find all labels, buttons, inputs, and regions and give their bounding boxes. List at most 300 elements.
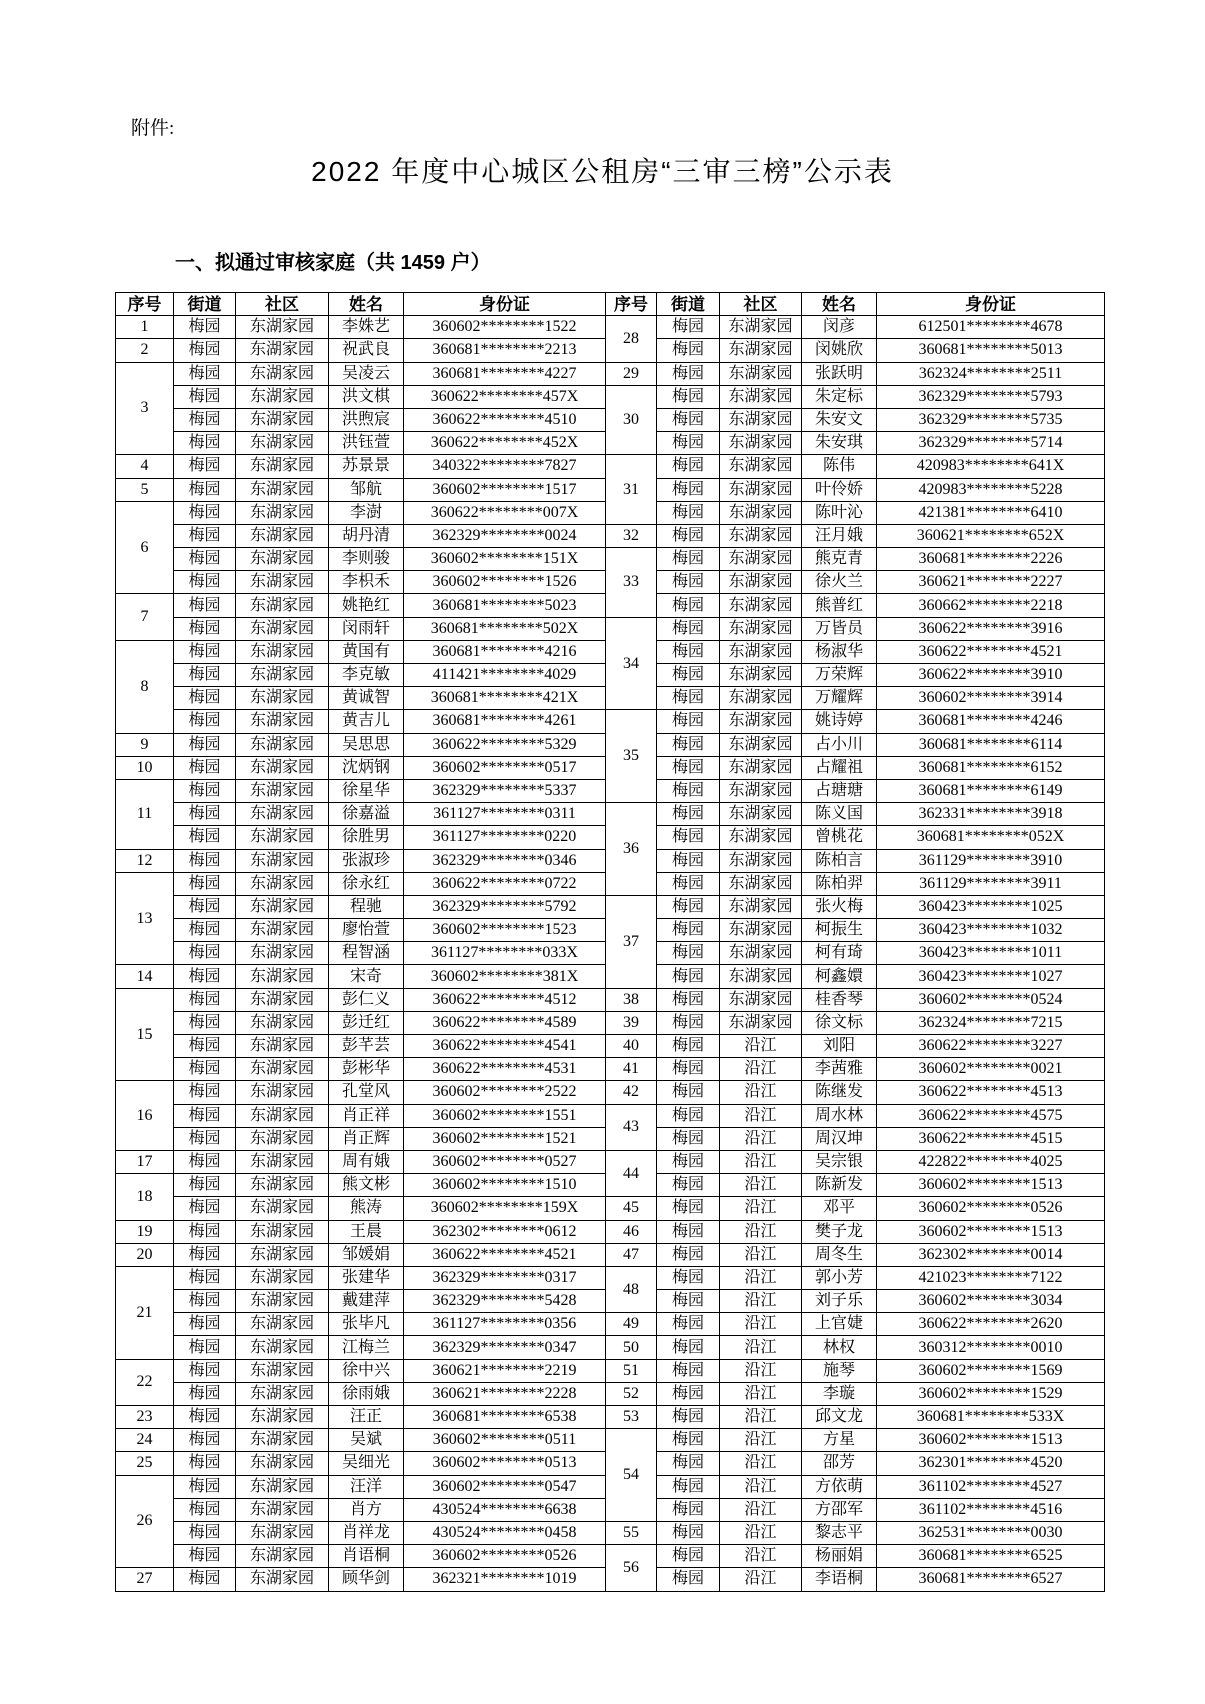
header-row	[116, 293, 1105, 316]
household-number-cell: 37	[606, 895, 657, 988]
street-cell: 梅园	[174, 1568, 236, 1591]
resident-name-cell: 江梅兰	[329, 1336, 404, 1359]
household-number-cell: 47	[606, 1243, 657, 1266]
street-cell: 梅园	[657, 617, 720, 640]
id-number-cell: 360602********0021	[877, 1058, 1105, 1081]
id-number-cell: 360602********0526	[404, 1545, 606, 1568]
street-cell: 梅园	[657, 501, 720, 524]
community-cell: 东湖家园	[236, 478, 329, 501]
id-number-cell: 360621********2227	[877, 571, 1105, 594]
resident-name-cell: 徐星华	[329, 779, 404, 802]
resident-name-cell: 洪煦宸	[329, 408, 404, 431]
street-cell: 梅园	[174, 1104, 236, 1127]
street-cell: 梅园	[657, 872, 720, 895]
id-number-cell: 361127********0220	[404, 826, 606, 849]
resident-name-cell: 徐永红	[329, 872, 404, 895]
resident-name-cell: 肖祥龙	[329, 1521, 404, 1544]
table-row	[116, 1104, 1105, 1127]
street-cell: 梅园	[657, 1220, 720, 1243]
id-number-cell: 360681********5013	[877, 339, 1105, 362]
community-cell: 东湖家园	[236, 710, 329, 733]
community-cell: 东湖家园	[236, 1313, 329, 1336]
community-cell: 沿江	[720, 1035, 802, 1058]
id-number-cell: 362329********0024	[404, 524, 606, 547]
household-number-cell: 28	[606, 316, 657, 362]
id-number-cell: 360602********0517	[404, 756, 606, 779]
street-cell: 梅园	[657, 965, 720, 988]
community-cell: 东湖家园	[720, 849, 802, 872]
column-header-street: 街道	[657, 293, 720, 316]
resident-name-cell: 邹媛娟	[329, 1243, 404, 1266]
id-number-cell: 360602********0547	[404, 1475, 606, 1498]
id-number-cell: 360622********4510	[404, 408, 606, 431]
id-number-cell: 362321********1019	[404, 1568, 606, 1591]
id-number-cell: 360602********0524	[877, 988, 1105, 1011]
table-row	[116, 1521, 1105, 1544]
id-number-cell: 360622********4521	[404, 1243, 606, 1266]
street-cell: 梅园	[174, 1313, 236, 1336]
street-cell: 梅园	[174, 664, 236, 687]
resident-name-cell: 彭芊芸	[329, 1035, 404, 1058]
street-cell: 梅园	[657, 1568, 720, 1591]
id-number-cell: 361127********0311	[404, 803, 606, 826]
community-cell: 东湖家园	[720, 524, 802, 547]
table-row	[116, 524, 1105, 547]
id-number-cell: 360602********1526	[404, 571, 606, 594]
resident-name-cell: 徐文标	[802, 1011, 877, 1034]
column-header-name: 姓名	[802, 293, 877, 316]
street-cell: 梅园	[174, 1081, 236, 1104]
table-row	[116, 1406, 1105, 1429]
column-header-name: 姓名	[329, 293, 404, 316]
id-number-cell: 360602********151X	[404, 548, 606, 571]
resident-name-cell: 李澍	[329, 501, 404, 524]
community-cell: 沿江	[720, 1429, 802, 1452]
community-cell: 东湖家园	[236, 826, 329, 849]
community-cell: 沿江	[720, 1243, 802, 1266]
community-cell: 东湖家园	[720, 733, 802, 756]
column-header-community: 社区	[720, 293, 802, 316]
community-cell: 东湖家园	[720, 872, 802, 895]
table-row	[116, 1197, 1105, 1220]
street-cell: 梅园	[657, 455, 720, 478]
household-number-cell: 34	[606, 617, 657, 710]
resident-name-cell: 汪月娥	[802, 524, 877, 547]
table-row	[116, 710, 1105, 733]
street-cell: 梅园	[657, 1336, 720, 1359]
id-number-cell: 360602********1510	[404, 1174, 606, 1197]
resident-name-cell: 邱文龙	[802, 1406, 877, 1429]
street-cell: 梅园	[174, 1545, 236, 1568]
community-cell: 东湖家园	[236, 1498, 329, 1521]
community-cell: 沿江	[720, 1290, 802, 1313]
id-number-cell: 362329********0346	[404, 849, 606, 872]
column-header-street: 街道	[174, 293, 236, 316]
community-cell: 东湖家园	[236, 942, 329, 965]
id-number-cell: 360622********4541	[404, 1035, 606, 1058]
id-number-cell: 360602********2522	[404, 1081, 606, 1104]
community-cell: 东湖家园	[236, 895, 329, 918]
resident-name-cell: 万皆员	[802, 617, 877, 640]
street-cell: 梅园	[174, 919, 236, 942]
id-number-cell: 420983********5228	[877, 478, 1105, 501]
household-number-cell: 18	[116, 1174, 174, 1220]
id-number-cell: 360681********2226	[877, 548, 1105, 571]
household-number-cell: 21	[116, 1266, 174, 1359]
household-number-cell: 17	[116, 1150, 174, 1173]
street-cell: 梅园	[174, 826, 236, 849]
resident-name-cell: 柯有琦	[802, 942, 877, 965]
resident-name-cell: 苏景景	[329, 455, 404, 478]
community-cell: 东湖家园	[236, 524, 329, 547]
street-cell: 梅园	[174, 571, 236, 594]
household-number-cell: 29	[606, 362, 657, 385]
resident-name-cell: 熊普红	[802, 594, 877, 617]
street-cell: 梅园	[174, 594, 236, 617]
community-cell: 东湖家园	[236, 1220, 329, 1243]
id-number-cell: 362331********3918	[877, 803, 1105, 826]
resident-name-cell: 吴凌云	[329, 362, 404, 385]
id-number-cell: 361127********0356	[404, 1313, 606, 1336]
household-number-cell: 40	[606, 1035, 657, 1058]
id-number-cell: 361129********3911	[877, 872, 1105, 895]
table-row	[116, 1150, 1105, 1173]
household-number-cell: 25	[116, 1452, 174, 1475]
street-cell: 梅园	[657, 756, 720, 779]
street-cell: 梅园	[174, 1521, 236, 1544]
id-number-cell: 421023********7122	[877, 1266, 1105, 1289]
street-cell: 梅园	[174, 316, 236, 339]
resident-name-cell: 徐火兰	[802, 571, 877, 594]
table-row	[116, 1382, 1105, 1405]
id-number-cell: 362329********0347	[404, 1336, 606, 1359]
community-cell: 东湖家园	[236, 362, 329, 385]
id-number-cell: 360602********0526	[877, 1197, 1105, 1220]
community-cell: 东湖家园	[236, 640, 329, 663]
street-cell: 梅园	[174, 1382, 236, 1405]
resident-name-cell: 彭仁义	[329, 988, 404, 1011]
id-number-cell: 360602********1529	[877, 1382, 1105, 1405]
street-cell: 梅园	[657, 779, 720, 802]
column-header-number: 序号	[116, 293, 174, 316]
community-cell: 东湖家园	[236, 1406, 329, 1429]
household-number-cell: 8	[116, 640, 174, 733]
resident-name-cell: 陈柏言	[802, 849, 877, 872]
household-number-cell: 55	[606, 1521, 657, 1544]
id-number-cell: 360622********4512	[404, 988, 606, 1011]
id-number-cell: 360423********1025	[877, 895, 1105, 918]
community-cell: 东湖家园	[236, 1545, 329, 1568]
community-cell: 东湖家园	[236, 1174, 329, 1197]
resident-name-cell: 胡丹清	[329, 524, 404, 547]
community-cell: 东湖家园	[720, 895, 802, 918]
household-number-cell: 5	[116, 478, 174, 501]
resident-name-cell: 朱安文	[802, 408, 877, 431]
household-number-cell: 54	[606, 1429, 657, 1522]
community-cell: 东湖家园	[720, 803, 802, 826]
community-cell: 东湖家园	[236, 1011, 329, 1034]
resident-name-cell: 刘子乐	[802, 1290, 877, 1313]
street-cell: 梅园	[657, 1452, 720, 1475]
household-number-cell: 15	[116, 988, 174, 1081]
community-cell: 东湖家园	[236, 733, 329, 756]
resident-name-cell: 张火梅	[802, 895, 877, 918]
household-number-cell: 20	[116, 1243, 174, 1266]
resident-name-cell: 樊子龙	[802, 1220, 877, 1243]
street-cell: 梅园	[174, 339, 236, 362]
community-cell: 东湖家园	[720, 988, 802, 1011]
resident-name-cell: 陈新发	[802, 1174, 877, 1197]
community-cell: 沿江	[720, 1475, 802, 1498]
id-number-cell: 360681********421X	[404, 687, 606, 710]
resident-name-cell: 祝武良	[329, 339, 404, 362]
resident-name-cell: 陈柏羿	[802, 872, 877, 895]
street-cell: 梅园	[657, 1197, 720, 1220]
street-cell: 梅园	[174, 965, 236, 988]
street-cell: 梅园	[174, 408, 236, 431]
resident-name-cell: 施琴	[802, 1359, 877, 1382]
street-cell: 梅园	[657, 478, 720, 501]
street-cell: 梅园	[174, 1429, 236, 1452]
household-number-cell: 30	[606, 385, 657, 455]
id-number-cell: 360681********6538	[404, 1406, 606, 1429]
id-number-cell: 362531********0030	[877, 1521, 1105, 1544]
id-number-cell: 360602********0511	[404, 1429, 606, 1452]
id-number-cell: 362329********5793	[877, 385, 1105, 408]
id-number-cell: 360622********4513	[877, 1081, 1105, 1104]
household-number-cell: 14	[116, 965, 174, 988]
community-cell: 东湖家园	[720, 385, 802, 408]
community-cell: 东湖家园	[236, 1452, 329, 1475]
street-cell: 梅园	[174, 733, 236, 756]
community-cell: 沿江	[720, 1382, 802, 1405]
id-number-cell: 360681********5023	[404, 594, 606, 617]
id-number-cell: 360622********2620	[877, 1313, 1105, 1336]
id-number-cell: 411421********4029	[404, 664, 606, 687]
resident-name-cell: 肖正祥	[329, 1104, 404, 1127]
id-number-cell: 361102********4516	[877, 1498, 1105, 1521]
id-number-cell: 360602********1522	[404, 316, 606, 339]
community-cell: 沿江	[720, 1406, 802, 1429]
resident-name-cell: 吴思思	[329, 733, 404, 756]
resident-name-cell: 程驰	[329, 895, 404, 918]
street-cell: 梅园	[657, 1104, 720, 1127]
resident-name-cell: 朱安琪	[802, 432, 877, 455]
street-cell: 梅园	[174, 1127, 236, 1150]
household-number-cell: 42	[606, 1081, 657, 1104]
street-cell: 梅园	[174, 362, 236, 385]
table-row	[116, 803, 1105, 826]
street-cell: 梅园	[657, 524, 720, 547]
household-number-cell: 31	[606, 455, 657, 525]
id-number-cell: 340322********7827	[404, 455, 606, 478]
id-number-cell: 421381********6410	[877, 501, 1105, 524]
community-cell: 东湖家园	[236, 1336, 329, 1359]
household-number-cell: 45	[606, 1197, 657, 1220]
community-cell: 东湖家园	[236, 594, 329, 617]
id-number-cell: 362301********4520	[877, 1452, 1105, 1475]
id-number-cell: 360681********4261	[404, 710, 606, 733]
community-cell: 东湖家园	[236, 919, 329, 942]
community-cell: 东湖家园	[720, 1011, 802, 1034]
resident-name-cell: 占瑭瑭	[802, 779, 877, 802]
resident-name-cell: 熊文彬	[329, 1174, 404, 1197]
street-cell: 梅园	[657, 1266, 720, 1289]
id-number-cell: 360602********1521	[404, 1127, 606, 1150]
id-number-cell: 360312********0010	[877, 1336, 1105, 1359]
community-cell: 东湖家园	[236, 617, 329, 640]
street-cell: 梅园	[657, 1475, 720, 1498]
street-cell: 梅园	[174, 1150, 236, 1173]
community-cell: 东湖家园	[720, 919, 802, 942]
street-cell: 梅园	[657, 594, 720, 617]
community-cell: 东湖家园	[236, 501, 329, 524]
street-cell: 梅园	[174, 1452, 236, 1475]
community-cell: 东湖家园	[236, 1058, 329, 1081]
community-cell: 东湖家园	[720, 339, 802, 362]
resident-name-cell: 上官婕	[802, 1313, 877, 1336]
id-number-cell: 360602********0527	[404, 1150, 606, 1173]
resident-name-cell: 郭小芳	[802, 1266, 877, 1289]
table-row	[116, 988, 1105, 1011]
id-number-cell: 360602********1551	[404, 1104, 606, 1127]
id-number-cell: 361127********033X	[404, 942, 606, 965]
id-number-cell: 612501********4678	[877, 316, 1105, 339]
street-cell: 梅园	[174, 1174, 236, 1197]
community-cell: 东湖家园	[236, 687, 329, 710]
street-cell: 梅园	[657, 1498, 720, 1521]
community-cell: 东湖家园	[720, 756, 802, 779]
resident-name-cell: 占耀祖	[802, 756, 877, 779]
resident-name-cell: 邵芳	[802, 1452, 877, 1475]
id-number-cell: 360621********2219	[404, 1359, 606, 1382]
id-number-cell: 360621********652X	[877, 524, 1105, 547]
household-number-cell: 12	[116, 849, 174, 872]
street-cell: 梅园	[657, 1359, 720, 1382]
household-number-cell: 3	[116, 362, 174, 455]
street-cell: 梅园	[657, 826, 720, 849]
table-row	[116, 1220, 1105, 1243]
id-number-cell: 361102********4527	[877, 1475, 1105, 1498]
street-cell: 梅园	[657, 733, 720, 756]
community-cell: 东湖家园	[236, 571, 329, 594]
table-row	[116, 1035, 1105, 1058]
street-cell: 梅园	[174, 1475, 236, 1498]
table-row	[116, 1243, 1105, 1266]
community-cell: 东湖家园	[720, 826, 802, 849]
community-cell: 沿江	[720, 1197, 802, 1220]
resident-name-cell: 李则骏	[329, 548, 404, 571]
id-number-cell: 362329********0317	[404, 1266, 606, 1289]
street-cell: 梅园	[174, 710, 236, 733]
household-number-cell: 6	[116, 501, 174, 594]
id-number-cell: 362329********5714	[877, 432, 1105, 455]
id-number-cell: 362329********5428	[404, 1290, 606, 1313]
id-number-cell: 360622********3910	[877, 664, 1105, 687]
street-cell: 梅园	[174, 1336, 236, 1359]
id-number-cell: 420983********641X	[877, 455, 1105, 478]
street-cell: 梅园	[174, 432, 236, 455]
community-cell: 东湖家园	[720, 687, 802, 710]
community-cell: 东湖家园	[236, 1104, 329, 1127]
table-row	[116, 1081, 1105, 1104]
street-cell: 梅园	[657, 408, 720, 431]
community-cell: 东湖家园	[720, 548, 802, 571]
community-cell: 东湖家园	[720, 571, 802, 594]
resident-name-cell: 程智涵	[329, 942, 404, 965]
community-cell: 东湖家园	[720, 478, 802, 501]
table-row	[116, 1266, 1105, 1289]
community-cell: 沿江	[720, 1266, 802, 1289]
street-cell: 梅园	[174, 942, 236, 965]
resident-name-cell: 黄国有	[329, 640, 404, 663]
street-cell: 梅园	[174, 803, 236, 826]
street-cell: 梅园	[174, 478, 236, 501]
resident-name-cell: 邹航	[329, 478, 404, 501]
resident-name-cell: 刘阳	[802, 1035, 877, 1058]
resident-name-cell: 肖语桐	[329, 1545, 404, 1568]
street-cell: 梅园	[657, 571, 720, 594]
street-cell: 梅园	[657, 316, 720, 339]
id-number-cell: 422822********4025	[877, 1150, 1105, 1173]
community-cell: 沿江	[720, 1336, 802, 1359]
resident-name-cell: 邓平	[802, 1197, 877, 1220]
household-number-cell: 1	[116, 316, 174, 339]
street-cell: 梅园	[174, 1498, 236, 1521]
street-cell: 梅园	[657, 664, 720, 687]
resident-name-cell: 张跃明	[802, 362, 877, 385]
resident-name-cell: 彭迁红	[329, 1011, 404, 1034]
street-cell: 梅园	[174, 524, 236, 547]
household-number-cell: 13	[116, 872, 174, 965]
id-number-cell: 360681********6527	[877, 1568, 1105, 1591]
id-number-cell: 362324********2511	[877, 362, 1105, 385]
household-number-cell: 53	[606, 1406, 657, 1429]
id-number-cell: 360602********1513	[877, 1429, 1105, 1452]
resident-name-cell: 杨淑华	[802, 640, 877, 663]
community-cell: 东湖家园	[236, 1290, 329, 1313]
resident-name-cell: 张毕凡	[329, 1313, 404, 1336]
street-cell: 梅园	[174, 872, 236, 895]
household-number-cell: 2	[116, 339, 174, 362]
resident-name-cell: 吴斌	[329, 1429, 404, 1452]
household-number-cell: 41	[606, 1058, 657, 1081]
attachment-label: 附件:	[131, 118, 175, 139]
resident-name-cell: 沈炳钢	[329, 756, 404, 779]
street-cell: 梅园	[657, 1243, 720, 1266]
street-cell: 梅园	[657, 849, 720, 872]
id-number-cell: 362302********0612	[404, 1220, 606, 1243]
community-cell: 沿江	[720, 1498, 802, 1521]
column-header-id-number: 身份证	[877, 293, 1105, 316]
street-cell: 梅园	[657, 1290, 720, 1313]
resident-name-cell: 熊克青	[802, 548, 877, 571]
id-number-cell: 360602********1517	[404, 478, 606, 501]
street-cell: 梅园	[657, 1545, 720, 1568]
community-cell: 东湖家园	[236, 1382, 329, 1405]
id-number-cell: 362324********7215	[877, 1011, 1105, 1034]
resident-name-cell: 张淑珍	[329, 849, 404, 872]
street-cell: 梅园	[657, 339, 720, 362]
resident-name-cell: 吴宗银	[802, 1150, 877, 1173]
id-number-cell: 360622********4589	[404, 1011, 606, 1034]
id-number-cell: 362302********0014	[877, 1243, 1105, 1266]
resident-name-cell: 李枳禾	[329, 571, 404, 594]
community-cell: 东湖家园	[236, 1359, 329, 1382]
resident-name-cell: 柯鑫嬛	[802, 965, 877, 988]
id-number-cell: 360681********502X	[404, 617, 606, 640]
household-number-cell: 32	[606, 524, 657, 547]
